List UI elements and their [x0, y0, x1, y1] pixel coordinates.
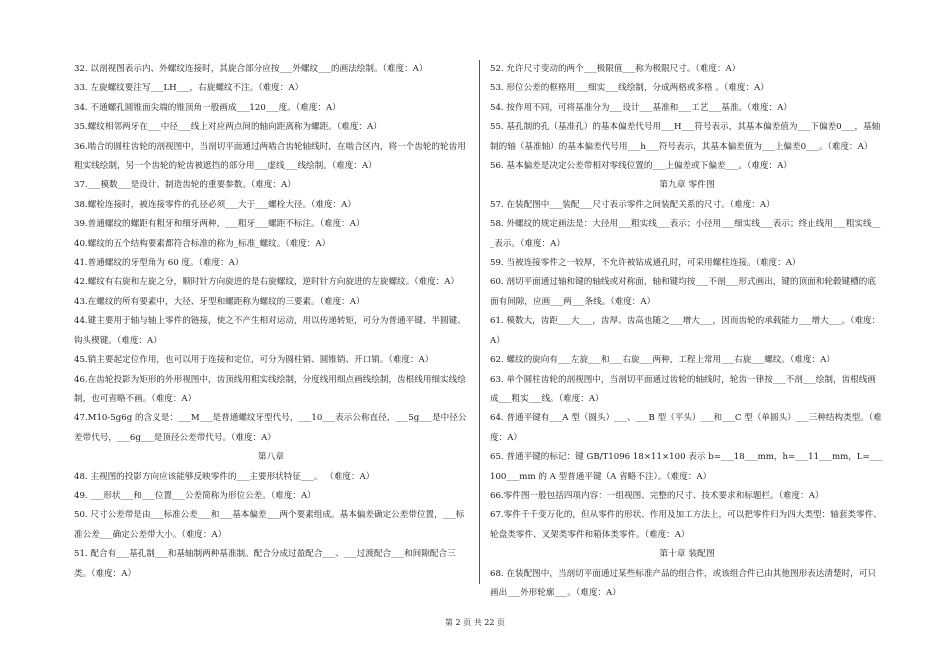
question-68: 68. 在装配图中，当剖切平面通过某些标准产品的组合件，或该组合件已由其他图形表达清楚时，可只画出___外形轮廓___。（难度：A） — [490, 568, 876, 598]
question-60: 60. 剖切平面通过轴和键的轴线或对称面，轴和键均按___不剖___形式画出，键的顶面和轮毂键槽的底面有间隙，应画___两___条线。（难度：A） — [490, 277, 876, 307]
question-53: 53. 形位公差的框格用___细实___线绘制，分成两格或多格 。（难度：A） — [490, 83, 769, 94]
question-41: 41.普通螺纹的牙型角为 60 度。（难度：A） — [74, 258, 244, 269]
question-45: 45.销主要起定位作用，也可以用于连接和定位，可分为圆柱销、圆锥销、开口销。（难度：A） — [74, 355, 434, 366]
question-59: 59. 当被连接零件之一较厚，不允许被钻成通孔时，可采用螺柱连接。（难度：A） — [490, 258, 801, 269]
question-58: 58. 外螺纹的规定画法是：大径用___粗实线___表示；小径用___细实线___表示；终止线用___粗实线___表示。（难度：A） — [490, 219, 881, 249]
question-51: 51. 配合有___基孔制___和基轴制两种基准制。配合分成过盈配合___、___过渡配合___和间隙配合三类。（难度：A） — [74, 549, 456, 579]
question-67: 67.零件千千变万化的，但从零件的形状、作用及加工方法上，可以把零件归为四大类型：轴套类零件、轮盘类零件、叉架类零件和箱体类零件。（难度：A） — [490, 510, 882, 540]
question-48: 48. 主视图的投影方向应该能够反映零件的___主要形状特征___。 （难度：A） — [74, 471, 375, 482]
question-36: 36.啮合的圆柱齿轮的剖视图中，当剖切平面通过两啮合齿轮轴线时，在啮合区内，将一个齿轮的轮齿用粗实线绘制，另一个齿轮的轮齿被遮挡的部分用___虚线___线绘制。（难度：A） — [74, 141, 466, 172]
question-57: 57. 在装配图中___装配___尺寸表示零件之间装配关系的尺寸。（难度：A） — [490, 199, 775, 210]
question-65: 65. 普通平键的标记：键 GB/T1096 18×11×100 表示 b=___18___mm，h=___11___mm，L=___100___mm 的 A 型普通平键（A 省略不注）。（难度：A） — [490, 452, 883, 482]
section-title-chapter-9: 第九章 零件图 — [659, 180, 715, 191]
question-40: 40.螺纹的五个结构要素都符合标准的称为_标准_螺纹。（难度：A） — [74, 238, 331, 249]
section-title-chapter-8: 第八章 — [257, 452, 285, 463]
question-34: 34. 不通螺孔圆锥面尖端的锥顶角一般画成___120___度。（难度：A） — [74, 102, 341, 113]
question-52: 52. 允许尺寸变动的两个___极限值___称为极限尺寸。（难度：A） — [490, 64, 741, 74]
left-column — [74, 60, 468, 584]
question-46: 46.在齿轮投影为矩形的外形视图中，齿顶线用粗实线绘制，分度线用细点画线绘制，齿根线用细实线绘制，也可省略不画。（难度：A） — [74, 374, 466, 404]
question-38: 38.螺栓连接时，被连接零件的孔径必须___大于___螺栓大径。（难度：A） — [74, 199, 356, 210]
question-62: 62. 螺纹的旋向有___左旋___和___右旋___两种，工程上常用___右旋___螺纹。（难度：A） — [490, 355, 835, 366]
page-footer: 第 2 页 共 22 页 — [445, 618, 505, 627]
right-column — [490, 60, 884, 603]
column-divider — [479, 60, 480, 584]
question-55: 55. 基孔制的孔（基准孔）的基本偏差代号用___H___符号表示，其基本偏差值为___下偏差0___，基轴制的轴（基准轴）的基本偏差代号用___h___符号表示，其基本偏差值为___上偏差0___。（难度：A） — [490, 122, 881, 152]
question-39: 39.普通螺纹的螺距有粗牙和细牙两种，___粗牙___螺距不标注。（难度：A） — [74, 219, 365, 230]
question-64: 64. 普通平键有___A 型（圆头）___、___B 型（平头）___和___C 型（单圆头）___三种结构类型。（难度：A） — [490, 413, 882, 443]
question-50: 50. 尺寸公差带是由___标准公差___和___基本偏差___两个要素组成。基本偏差确定公差带位置，___标准公差___确定公差带大小。（难度：A） — [74, 510, 465, 540]
question-37: 37.___模数___是设计、制造齿轮的重要参数。（难度：A） — [74, 180, 296, 191]
question-44: 44.键主要用于轴与轴上零件的链接，使之不产生相对运动，用以传递转矩，可分为普通平键、半圆键、钩头楔键。（难度：A） — [74, 316, 466, 346]
section-title-chapter-10: 第十章 装配图 — [659, 549, 715, 560]
question-54: 54. 按作用不同，可将基准分为___设计___基准和___工艺___基准。（难度：A） — [490, 102, 792, 113]
question-42: 42.螺纹有右旋和左旋之分，顺时针方向旋进的是右旋螺纹，逆时针方向旋进的左旋螺纹。（难度：A） — [74, 277, 460, 288]
question-47: 47.M10-5g6g 的含义是：___M___是普通螺纹牙型代号，___10___表示公称直径，___5g___是中径公差带代号，___6g___是顶径公差带代号。（难度：A） — [74, 413, 467, 443]
question-66: 66.零件图一般包括四项内容：一组视图、完整的尺寸、技术要求和标题栏。（难度：A） — [490, 490, 824, 501]
question-33: 33. 左旋螺纹要注写___LH___，右旋螺纹不注。（难度：A） — [74, 83, 304, 94]
question-56: 56. 基本偏差是决定公差带相对零线位置的___上偏差或下偏差___。（难度：A） — [490, 161, 792, 172]
question-61: 61. 模数大，齿距___大___，齿厚、齿高也随之___增大___，因而齿轮的承载能力___增大___。（难度：A） — [490, 316, 881, 346]
question-49: 49. ___形状___和___位置___公差简称为形位公差。（难度：A） — [74, 490, 316, 501]
question-43: 43.在螺纹的所有要素中，大径、牙型和螺距称为螺纹的三要素。（难度：A） — [74, 296, 365, 307]
question-32: 32. 以剖视图表示内、外螺纹连接时，其旋合部分应按___外螺纹___的画法绘制。（难度：A） — [74, 64, 428, 74]
question-35: 35.螺纹相邻两牙在___中径___线上对应两点间的轴向距离称为螺距。（难度：A） — [74, 122, 382, 133]
question-63: 63. 单个圆柱齿轮的剖视图中，当剖切平面通过齿轮的轴线时，轮齿一律按___不剖___绘制，齿根线画成___粗实___线。（难度：A） — [490, 374, 876, 404]
